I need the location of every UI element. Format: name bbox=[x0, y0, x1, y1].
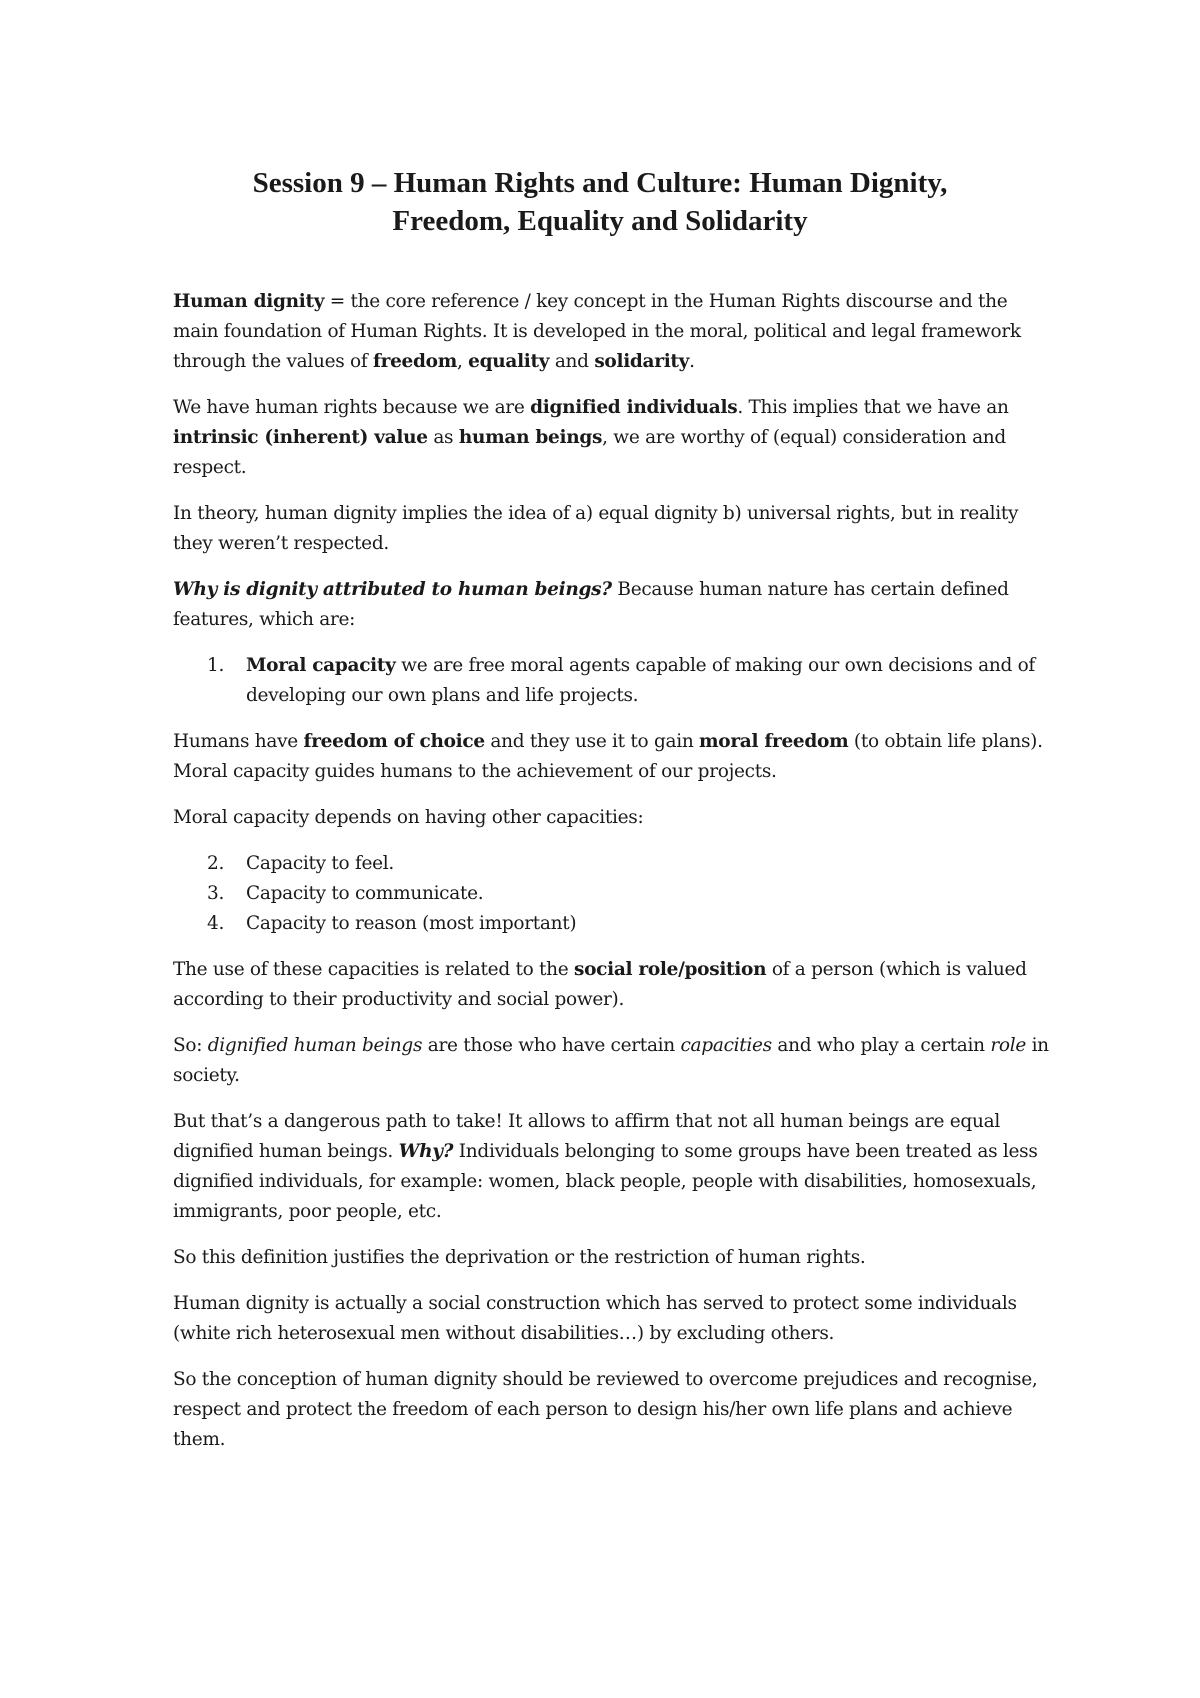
paragraph-text: and who play a certain bbox=[771, 1035, 991, 1056]
list-item bbox=[173, 849, 1053, 879]
bold-term: intrinsic (inherent) value bbox=[173, 427, 428, 448]
paragraph-social-role bbox=[173, 955, 1053, 1015]
paragraph-dangerous-path bbox=[173, 1107, 1053, 1227]
list-item-text: Capacity to reason (most important) bbox=[246, 913, 577, 934]
list-capacities bbox=[173, 849, 1053, 939]
paragraph-social-construction: Human dignity is actually a social construction which has served to protect some individuals (white rich heterosexual men without disabilities…) by excluding others. bbox=[173, 1293, 1017, 1344]
list-item-text: Capacity to communicate. bbox=[246, 883, 484, 904]
bold-term: freedom bbox=[372, 351, 457, 372]
paragraph-human-dignity-definition bbox=[173, 287, 1053, 377]
paragraph-other-capacities: Moral capacity depends on having other capacities: bbox=[173, 807, 644, 828]
page-title bbox=[150, 164, 1050, 240]
bold-term: solidarity bbox=[594, 351, 690, 372]
bold-term: Human dignity bbox=[173, 291, 325, 312]
paragraph-text: = the core reference / key concept in the Human Rights discourse and the main foundation of Human Rights. It is developed in the moral, political and legal framework through the values of bbox=[173, 291, 1021, 372]
list-item bbox=[173, 909, 1053, 939]
paragraph-text: The use of these capacities is related to the bbox=[173, 959, 574, 980]
paragraph-text: . This implies that we have an bbox=[737, 397, 1009, 418]
bold-term: dignified individuals bbox=[530, 397, 738, 418]
paragraph-so-dignified bbox=[173, 1031, 1053, 1091]
bold-term: moral freedom bbox=[699, 731, 849, 752]
bold-term: Moral capacity bbox=[246, 655, 396, 676]
paragraph-conception-reviewed: So the conception of human dignity should be reviewed to overcome prejudices and recognise, respect and protect the freedom of each person to design his/her own life plans and achieve them. bbox=[173, 1369, 1038, 1450]
list-item-text: we are free moral agents capable of making our own decisions and of developing our own plans and life projects. bbox=[246, 655, 1035, 706]
paragraph-in-theory: In theory, human dignity implies the idea of a) equal dignity b) universal rights, but in reality they weren’t respected. bbox=[173, 503, 1019, 554]
paragraph-text: But that’s a dangerous path to take! It allows to affirm that not all human beings are equal dignified human beings. bbox=[173, 1111, 1000, 1162]
paragraph-text: We have human rights because we are bbox=[173, 397, 531, 418]
paragraph-why-dignity bbox=[173, 575, 1053, 635]
paragraph-text: in society. bbox=[173, 1035, 1049, 1086]
title-line-1: Session 9 – Human Rights and Culture: Human Dignity, bbox=[252, 167, 948, 199]
paragraph-text: (to obtain life plans). Moral capacity guides humans to the achievement of our projects. bbox=[173, 731, 1043, 782]
paragraph-text: Individuals belonging to some groups have been treated as less dignified individuals, for example: women, black people, people with disabilities, homosexuals, immigrants, poor people, etc. bbox=[173, 1141, 1038, 1222]
paragraph-text: Humans have bbox=[173, 731, 304, 752]
list-number: 2. bbox=[207, 853, 225, 874]
bold-term: equality bbox=[468, 351, 550, 372]
list-number: 1. bbox=[207, 655, 225, 676]
document-body bbox=[173, 287, 1053, 1471]
bold-italic-question bbox=[173, 579, 612, 600]
bold-term: freedom of choice bbox=[303, 731, 485, 752]
list-number: 3. bbox=[207, 883, 225, 904]
paragraph-definition-justifies: So this definition justifies the deprivation or the restriction of human rights. bbox=[173, 1247, 866, 1268]
bold-italic-question bbox=[399, 1141, 454, 1162]
paragraph-text: . bbox=[689, 351, 695, 372]
paragraph-text: , we are worthy of (equal) consideration and respect. bbox=[173, 427, 1006, 478]
bold-term: human beings bbox=[458, 427, 603, 448]
paragraph-freedom-of-choice bbox=[173, 727, 1053, 787]
list-item-text: Capacity to feel. bbox=[246, 853, 394, 874]
paragraph-text: and bbox=[549, 351, 595, 372]
paragraph-text: Because human nature has certain defined features, which are: bbox=[173, 579, 1009, 630]
bold-term: social role/position bbox=[574, 959, 767, 980]
paragraph-text: So: bbox=[173, 1035, 208, 1056]
paragraph-text: and they use it to gain bbox=[484, 731, 700, 752]
list-moral-capacity bbox=[173, 651, 1053, 711]
paragraph-text: , bbox=[456, 351, 469, 372]
list-item bbox=[173, 651, 1053, 711]
question-text: Why? bbox=[398, 1141, 454, 1162]
italic-term: capacities bbox=[680, 1035, 772, 1056]
paragraph-dignified-individuals bbox=[173, 393, 1053, 483]
list-item bbox=[173, 879, 1053, 909]
paragraph-text: are those who have certain bbox=[422, 1035, 681, 1056]
italic-term: role bbox=[990, 1035, 1026, 1056]
list-number: 4. bbox=[207, 913, 225, 934]
title-line-2: Freedom, Equality and Solidarity bbox=[392, 205, 808, 237]
question-text: Why is dignity attributed to human beings? bbox=[173, 579, 612, 600]
paragraph-text: of a person (which is valued according to their productivity and social power). bbox=[173, 959, 1027, 1010]
paragraph-text: as bbox=[427, 427, 459, 448]
italic-term: dignified human beings bbox=[207, 1035, 423, 1056]
